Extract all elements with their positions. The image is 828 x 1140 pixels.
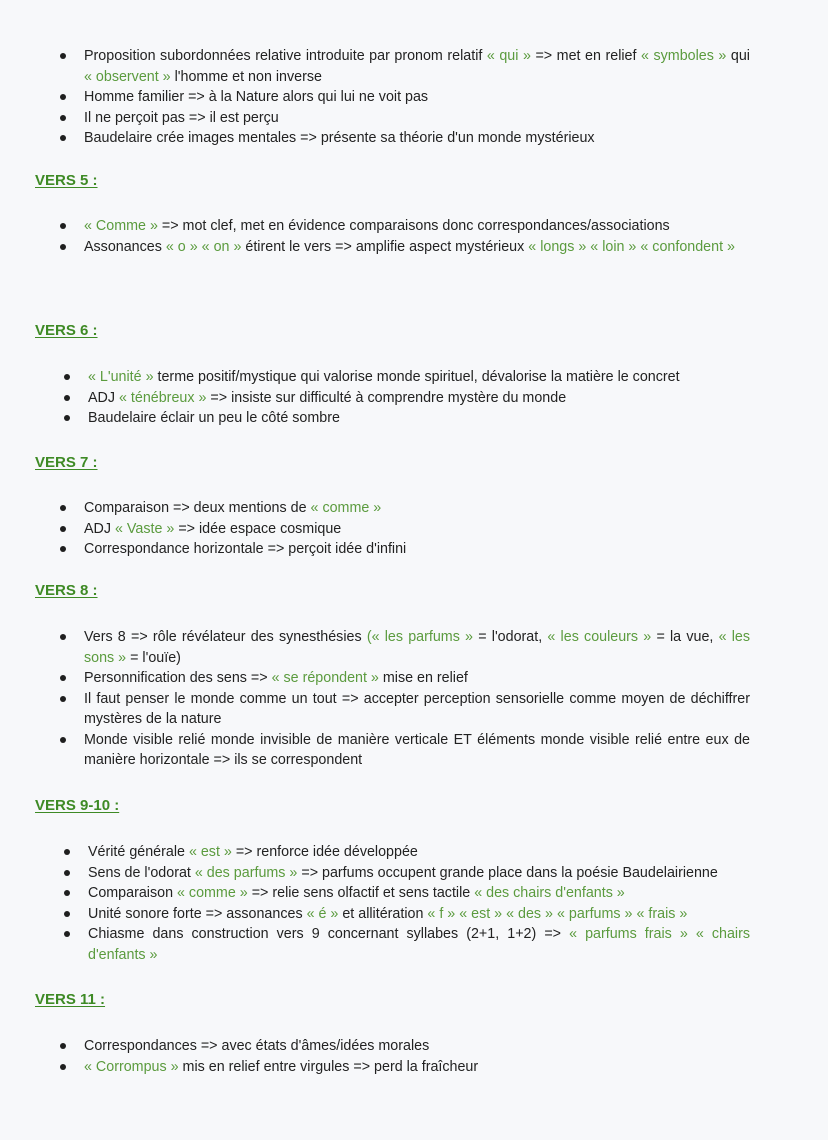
bullet-item bbox=[60, 842, 750, 863]
bullet-item bbox=[56, 46, 750, 87]
bullet-item bbox=[56, 539, 750, 560]
bullet-item bbox=[56, 668, 750, 689]
vers-8-heading: VERS 8 : bbox=[35, 582, 98, 599]
bullet-item bbox=[56, 128, 750, 149]
vers-6-bullet-list bbox=[60, 367, 750, 429]
vers-8-bullet-list bbox=[56, 627, 750, 771]
vers-7-bullet-list bbox=[56, 498, 750, 560]
intro-bullet-list bbox=[56, 46, 750, 149]
quoted-text: « parfums frais » bbox=[569, 926, 688, 942]
bullet-item bbox=[56, 87, 750, 108]
quoted-text: « observent » bbox=[84, 68, 171, 85]
vers-6-heading: VERS 6 : bbox=[35, 322, 98, 339]
quoted-text: « é » bbox=[306, 905, 339, 922]
quoted-text: « on » bbox=[201, 238, 242, 255]
bullet-item bbox=[60, 388, 750, 409]
quoted-text: « Vaste » bbox=[114, 520, 175, 537]
bullet-item bbox=[60, 863, 750, 884]
text-segment: ADJ bbox=[88, 389, 119, 406]
quoted-text: « Comme » bbox=[84, 218, 158, 234]
vers-9-10-heading: VERS 9-10 : bbox=[35, 797, 120, 814]
vers-11-bullet-list bbox=[56, 1036, 750, 1077]
quoted-text: « les sons » bbox=[84, 629, 751, 666]
quoted-text: « f » bbox=[427, 905, 456, 922]
text-segment: mis en relief entre virgules => perd la fraîcheur bbox=[178, 1058, 479, 1075]
quoted-text: « comme » bbox=[177, 885, 248, 901]
bullet-item bbox=[60, 408, 750, 429]
quoted-text: « confondent » bbox=[640, 238, 735, 255]
text-segment: Sens de l'odorat bbox=[88, 864, 195, 881]
text-segment: => renforce idée développée bbox=[231, 844, 418, 860]
text-segment: => insiste sur difficulté à comprendre mystère du monde bbox=[206, 389, 567, 406]
text-segment: Proposition subordonnées relative introduite par pronom relatif bbox=[84, 48, 487, 64]
text-segment: Baudelaire crée images mentales => présente sa théorie d'un monde mystérieux bbox=[84, 130, 595, 146]
quoted-text: « des » bbox=[506, 905, 554, 922]
text-segment: Comparaison => deux mentions de bbox=[84, 500, 311, 516]
text-segment: Personnification des sens => bbox=[84, 670, 272, 686]
quoted-text: « Corrompus » bbox=[84, 1058, 179, 1075]
text-segment: l'homme et non inverse bbox=[170, 68, 322, 85]
text-segment: qui bbox=[726, 48, 750, 64]
text-segment: Unité sonore forte => assonances bbox=[88, 905, 307, 922]
bullet-item bbox=[60, 367, 750, 388]
text-segment: = l'ouïe) bbox=[126, 649, 181, 666]
quoted-text: « les couleurs » bbox=[547, 629, 652, 645]
text-segment: étirent le vers => amplifie aspect mystérieux bbox=[241, 238, 529, 255]
bullet-item bbox=[56, 627, 750, 668]
quoted-text: « se répondent » bbox=[271, 670, 379, 686]
text-segment: Correspondances => avec états d'âmes/idées morales bbox=[84, 1038, 430, 1054]
quoted-text: « est » bbox=[188, 844, 232, 860]
quoted-text: « symboles » bbox=[641, 48, 727, 64]
quoted-text: (« les parfums » bbox=[366, 629, 474, 645]
bullet-item bbox=[60, 924, 750, 965]
bullet-item bbox=[56, 216, 750, 237]
text-segment: Chiasme dans construction vers 9 concernant syllabes (2+1, 1+2) => bbox=[88, 926, 570, 942]
text-segment: Monde visible relié monde invisible de manière verticale ET éléments monde visible relié entre eux de manière horizontale => ils se correspondent bbox=[84, 731, 750, 768]
bullet-item bbox=[56, 237, 750, 258]
quoted-text: « des chairs d'enfants » bbox=[474, 885, 625, 901]
text-segment: => parfums occupent grande place dans la poésie Baudelairienne bbox=[297, 864, 718, 881]
text-segment: ADJ bbox=[84, 520, 115, 537]
quoted-text: « qui » bbox=[486, 48, 531, 64]
text-segment: et allitération bbox=[338, 905, 428, 922]
text-segment: => met en relief bbox=[530, 48, 642, 64]
vers-7-heading: VERS 7 : bbox=[35, 454, 98, 471]
bullet-item bbox=[56, 689, 750, 730]
quoted-text: « chairs d'enfants » bbox=[88, 926, 750, 963]
text-segment: = l'odorat, bbox=[473, 629, 548, 645]
quoted-text: « longs » bbox=[528, 238, 587, 255]
quoted-text: « loin » bbox=[590, 238, 637, 255]
text-segment: Homme familier => à la Nature alors qui lui ne voit pas bbox=[84, 89, 429, 105]
bullet-item bbox=[56, 108, 750, 129]
text-segment: Vers 8 => rôle révélateur des synesthésies bbox=[84, 629, 367, 645]
text-segment: Il ne perçoit pas => il est perçu bbox=[84, 109, 279, 126]
bullet-item bbox=[60, 904, 750, 925]
bullet-item bbox=[56, 1057, 750, 1078]
vers-5-bullet-list bbox=[56, 216, 750, 257]
quoted-text: « est » bbox=[459, 905, 503, 922]
quoted-text: « ténébreux » bbox=[118, 389, 207, 406]
quoted-text: « comme » bbox=[310, 500, 382, 516]
text-segment: = la vue, bbox=[651, 629, 719, 645]
text-segment: Comparaison bbox=[88, 885, 177, 901]
quoted-text: « o » bbox=[165, 238, 198, 255]
bullet-item bbox=[56, 519, 750, 540]
bullet-item bbox=[56, 1036, 750, 1057]
text-segment: Vérité générale bbox=[88, 844, 189, 860]
bullet-item bbox=[56, 730, 750, 771]
text-segment: Assonances bbox=[84, 238, 166, 255]
quoted-text: « frais » bbox=[636, 905, 688, 922]
bullet-item bbox=[60, 883, 750, 904]
text-segment: Correspondance horizontale => perçoit idée d'infini bbox=[84, 541, 407, 557]
vers-5-heading: VERS 5 : bbox=[35, 172, 98, 189]
text-segment: => idée espace cosmique bbox=[174, 520, 342, 537]
text-segment: terme positif/mystique qui valorise monde spirituel, dévalorise la matière le concret bbox=[153, 369, 680, 385]
quoted-text: « parfums » bbox=[557, 905, 633, 922]
vers-11-heading: VERS 11 : bbox=[35, 991, 106, 1008]
quoted-text: « des parfums » bbox=[194, 864, 298, 881]
vers-9-10-bullet-list bbox=[60, 842, 750, 965]
text-segment: mise en relief bbox=[378, 670, 468, 686]
text-segment: Il faut penser le monde comme un tout => accepter perception sensorielle comme moyen de déchiffrer mystères de la nature bbox=[84, 690, 750, 727]
quoted-text: « L'unité » bbox=[88, 369, 154, 385]
text-segment: => mot clef, met en évidence comparaisons donc correspondances/associations bbox=[157, 218, 670, 234]
text-segment bbox=[688, 926, 696, 942]
bullet-item bbox=[56, 498, 750, 519]
text-segment: Baudelaire éclair un peu le côté sombre bbox=[88, 410, 340, 426]
text-segment: => relie sens olfactif et sens tactile bbox=[247, 885, 475, 901]
